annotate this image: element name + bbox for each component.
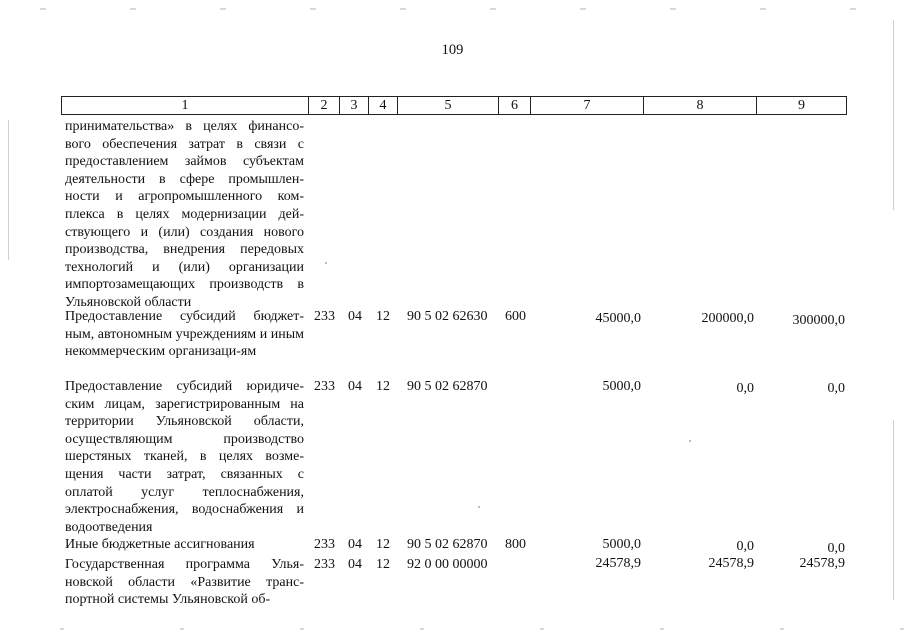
cell-ministry: 233 [314, 557, 335, 572]
row-description: принимательства» в целях финансо-вого обеспечения затрат в связи с предоставлением займов субъектам деятельности в сфере промышлен-ности и агропромышленного ком-плекса в целях модернизации дей-ствующего и (или) создания нового производства, внедрения передовых технологий и (или) организации импортозамещающих производств в Ульяновской области [65, 119, 304, 310]
row-description: Предоставление субсидий бюджет-ным, автономным учреждениям и иным некоммерческим организаци-ям [65, 309, 304, 360]
cell-amount-year-2: 200000,0 [701, 311, 754, 326]
page-number: 109 [441, 42, 464, 58]
column-header-2: 2 [309, 97, 340, 115]
cell-amount-year-1: 45000,0 [595, 311, 641, 326]
table-row [0, 536, 905, 556]
table-row [0, 378, 905, 536]
table-row [0, 308, 905, 378]
cell-subsection: 12 [376, 557, 390, 572]
scan-noise-top [0, 8, 905, 10]
row-description: Государственная программа Улья-новской области «Развитие транс-портной системы Ульяновской об- [65, 557, 304, 608]
cell-subsection: 12 [376, 379, 390, 394]
cell-ministry: 233 [314, 537, 335, 552]
cell-amount-year-3: 300000,0 [792, 313, 845, 328]
column-header-table [61, 96, 847, 115]
scan-speck [478, 506, 480, 508]
column-header-4: 4 [369, 97, 398, 115]
cell-amount-year-3: 24578,9 [799, 556, 845, 571]
row-description: Предоставление субсидий юридиче-ским лицам, зарегистрированным на территории Ульяновской области, осуществляющим производство шерстяных тканей, в целях возме-щения части затрат, связанных с оплатой услуг теплоснабжения, электроснабжения, водоснабжения и водоотведения [65, 379, 304, 535]
column-header-1: 1 [62, 97, 309, 115]
table-row [0, 556, 905, 616]
cell-section: 04 [348, 537, 362, 552]
column-header-8: 8 [644, 97, 757, 115]
cell-section: 04 [348, 557, 362, 572]
cell-ministry: 233 [314, 379, 335, 394]
cell-amount-year-2: 0,0 [736, 381, 754, 396]
cell-target-article: 90 5 02 62630 [407, 309, 488, 324]
scan-speck [325, 262, 327, 264]
column-header-6: 6 [499, 97, 531, 115]
cell-target-article: 90 5 02 62870 [407, 537, 488, 552]
cell-subsection: 12 [376, 309, 390, 324]
cell-expense-type: 800 [505, 537, 526, 552]
cell-target-article: 92 0 00 00000 [407, 557, 488, 572]
column-header-9: 9 [757, 97, 847, 115]
table-body [0, 118, 905, 616]
scan-speck [689, 440, 691, 442]
cell-amount-year-1: 5000,0 [602, 379, 641, 394]
cell-expense-type: 600 [505, 309, 526, 324]
column-header-7: 7 [531, 97, 644, 115]
column-header-3: 3 [340, 97, 369, 115]
cell-amount-year-1: 5000,0 [602, 537, 641, 552]
cell-amount-year-3: 0,0 [827, 381, 845, 396]
row-description: Иные бюджетные ассигнования [65, 537, 255, 552]
cell-amount-year-1: 24578,9 [595, 556, 641, 571]
cell-amount-year-2: 24578,9 [708, 556, 754, 571]
cell-amount-year-3: 0,0 [827, 541, 845, 556]
scan-noise-bottom [0, 628, 905, 630]
cell-ministry: 233 [314, 309, 335, 324]
cell-section: 04 [348, 379, 362, 394]
column-header-5: 5 [398, 97, 499, 115]
cell-amount-year-2: 0,0 [736, 539, 754, 554]
cell-target-article: 90 5 02 62870 [407, 379, 488, 394]
table-row [0, 118, 905, 308]
cell-subsection: 12 [376, 537, 390, 552]
cell-section: 04 [348, 309, 362, 324]
